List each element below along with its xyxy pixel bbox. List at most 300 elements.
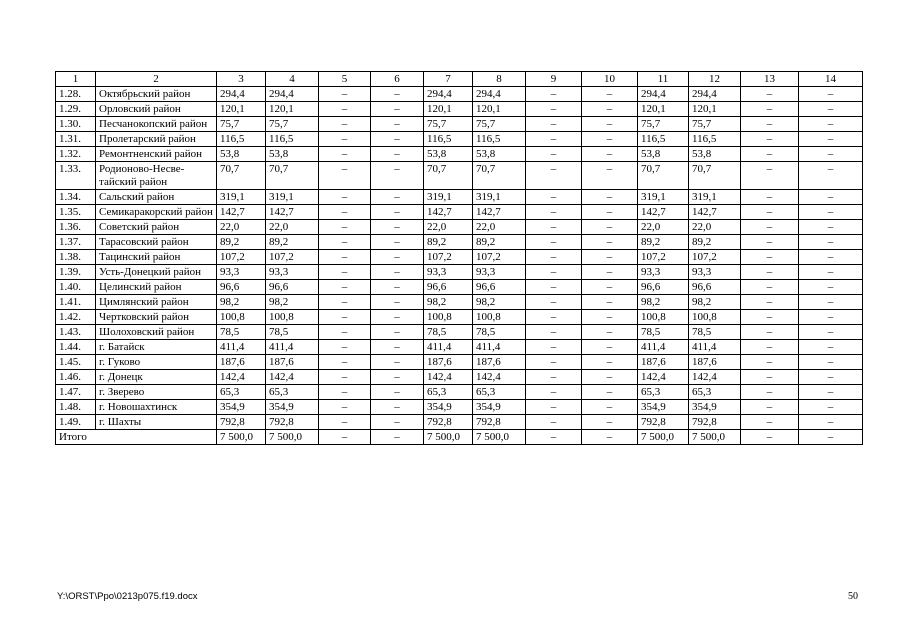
district-name-cell: г. Батайск xyxy=(96,340,217,355)
row-number-cell: 1.36. xyxy=(56,220,96,235)
value-cell: – xyxy=(526,87,582,102)
value-cell: 78,5 xyxy=(689,325,741,340)
value-cell: 75,7 xyxy=(217,117,266,132)
table-row xyxy=(56,102,863,117)
row-number-cell: 1.39. xyxy=(56,265,96,280)
value-cell: 100,8 xyxy=(266,310,319,325)
value-cell: – xyxy=(371,415,424,430)
value-cell: 65,3 xyxy=(638,385,689,400)
district-name-cell: г. Новошахтинск xyxy=(96,400,217,415)
value-cell: – xyxy=(526,415,582,430)
value-cell: – xyxy=(741,400,799,415)
value-cell: – xyxy=(799,235,863,250)
district-name-cell: Песчанокопский район xyxy=(96,117,217,132)
value-cell: – xyxy=(582,370,638,385)
value-cell: 22,0 xyxy=(473,220,526,235)
value-cell: – xyxy=(582,147,638,162)
value-cell: 100,8 xyxy=(217,310,266,325)
value-cell: 89,2 xyxy=(217,235,266,250)
value-cell: 98,2 xyxy=(217,295,266,310)
value-cell: – xyxy=(526,162,582,190)
district-name-cell: г. Донецк xyxy=(96,370,217,385)
value-cell: 411,4 xyxy=(689,340,741,355)
row-number-cell: 1.41. xyxy=(56,295,96,310)
table-row xyxy=(56,147,863,162)
value-cell: 319,1 xyxy=(217,190,266,205)
value-cell: – xyxy=(319,280,371,295)
value-cell: – xyxy=(741,87,799,102)
value-cell: – xyxy=(526,295,582,310)
value-cell: – xyxy=(582,325,638,340)
value-cell: – xyxy=(799,250,863,265)
value-cell: – xyxy=(741,147,799,162)
value-cell: 93,3 xyxy=(638,265,689,280)
value-cell: 53,8 xyxy=(473,147,526,162)
value-cell: – xyxy=(319,162,371,190)
value-cell: 354,9 xyxy=(638,400,689,415)
value-cell: 100,8 xyxy=(424,310,473,325)
value-cell: – xyxy=(799,190,863,205)
row-number-cell: 1.38. xyxy=(56,250,96,265)
value-cell: – xyxy=(582,102,638,117)
value-cell: – xyxy=(582,385,638,400)
district-name-cell: Семикаракорский район xyxy=(96,205,217,220)
value-cell: 142,4 xyxy=(638,370,689,385)
value-cell: – xyxy=(371,265,424,280)
value-cell: 792,8 xyxy=(424,415,473,430)
value-cell: – xyxy=(582,400,638,415)
value-cell: 120,1 xyxy=(638,102,689,117)
value-cell: – xyxy=(582,235,638,250)
table-body xyxy=(56,72,863,445)
value-cell: – xyxy=(319,117,371,132)
value-cell: 78,5 xyxy=(424,325,473,340)
value-cell: – xyxy=(741,132,799,147)
value-cell: – xyxy=(371,132,424,147)
value-cell: – xyxy=(319,325,371,340)
table-row xyxy=(56,250,863,265)
value-cell: 792,8 xyxy=(217,415,266,430)
value-cell: – xyxy=(319,87,371,102)
value-cell: – xyxy=(741,117,799,132)
value-cell: 65,3 xyxy=(473,385,526,400)
value-cell: 142,7 xyxy=(473,205,526,220)
table-row xyxy=(56,355,863,370)
value-cell: 22,0 xyxy=(424,220,473,235)
value-cell: – xyxy=(582,355,638,370)
total-value-cell: – xyxy=(799,430,863,445)
value-cell: 93,3 xyxy=(424,265,473,280)
value-cell: – xyxy=(371,385,424,400)
row-number-cell: 1.45. xyxy=(56,355,96,370)
table-row xyxy=(56,295,863,310)
table-row xyxy=(56,280,863,295)
column-number-cell: 6 xyxy=(371,72,424,87)
value-cell: 107,2 xyxy=(689,250,741,265)
value-cell: – xyxy=(319,385,371,400)
value-cell: – xyxy=(741,265,799,280)
value-cell: – xyxy=(526,117,582,132)
district-name-cell: Ремонтненский район xyxy=(96,147,217,162)
value-cell: 142,7 xyxy=(689,205,741,220)
value-cell: 187,6 xyxy=(424,355,473,370)
value-cell: 89,2 xyxy=(638,235,689,250)
value-cell: 96,6 xyxy=(473,280,526,295)
value-cell: 70,7 xyxy=(689,162,741,190)
value-cell: 354,9 xyxy=(689,400,741,415)
district-name-cell: Пролетарский район xyxy=(96,132,217,147)
total-row xyxy=(56,430,863,445)
table-row xyxy=(56,265,863,280)
value-cell: – xyxy=(319,400,371,415)
value-cell: 792,8 xyxy=(473,415,526,430)
table-row xyxy=(56,132,863,147)
table-row xyxy=(56,87,863,102)
page-number: 50 xyxy=(848,591,858,602)
value-cell: – xyxy=(371,205,424,220)
value-cell: – xyxy=(526,250,582,265)
value-cell: 116,5 xyxy=(424,132,473,147)
value-cell: – xyxy=(371,190,424,205)
row-number-cell: 1.29. xyxy=(56,102,96,117)
value-cell: – xyxy=(319,355,371,370)
value-cell: 354,9 xyxy=(424,400,473,415)
value-cell: – xyxy=(799,132,863,147)
value-cell: 116,5 xyxy=(638,132,689,147)
value-cell: 75,7 xyxy=(638,117,689,132)
value-cell: – xyxy=(526,310,582,325)
table-row xyxy=(56,235,863,250)
district-name-cell: г. Гуково xyxy=(96,355,217,370)
value-cell: 70,7 xyxy=(424,162,473,190)
value-cell: – xyxy=(582,117,638,132)
row-number-cell: 1.42. xyxy=(56,310,96,325)
value-cell: – xyxy=(799,102,863,117)
row-number-cell: 1.48. xyxy=(56,400,96,415)
value-cell: 319,1 xyxy=(424,190,473,205)
row-number-cell: 1.34. xyxy=(56,190,96,205)
value-cell: 319,1 xyxy=(473,190,526,205)
row-number-cell: 1.37. xyxy=(56,235,96,250)
value-cell: 75,7 xyxy=(266,117,319,132)
value-cell: – xyxy=(741,295,799,310)
value-cell: 100,8 xyxy=(638,310,689,325)
value-cell: 98,2 xyxy=(266,295,319,310)
value-cell: – xyxy=(582,205,638,220)
value-cell: 294,4 xyxy=(217,87,266,102)
value-cell: – xyxy=(741,250,799,265)
value-cell: – xyxy=(319,340,371,355)
value-cell: – xyxy=(741,355,799,370)
value-cell: – xyxy=(582,162,638,190)
value-cell: – xyxy=(582,280,638,295)
total-value-cell: – xyxy=(319,430,371,445)
value-cell: 120,1 xyxy=(217,102,266,117)
value-cell: – xyxy=(799,117,863,132)
row-number-cell: 1.28. xyxy=(56,87,96,102)
district-name-cell: Орловский район xyxy=(96,102,217,117)
value-cell: – xyxy=(371,87,424,102)
value-cell: 411,4 xyxy=(473,340,526,355)
value-cell: – xyxy=(741,205,799,220)
total-label-cell: Итого xyxy=(56,430,217,445)
value-cell: 53,8 xyxy=(689,147,741,162)
value-cell: 294,4 xyxy=(473,87,526,102)
value-cell: 294,4 xyxy=(689,87,741,102)
file-path: Y:\ORST\Ppo\0213p075.f19.docx xyxy=(57,591,198,602)
value-cell: 120,1 xyxy=(424,102,473,117)
value-cell: 93,3 xyxy=(689,265,741,280)
value-cell: – xyxy=(319,102,371,117)
value-cell: 792,8 xyxy=(689,415,741,430)
value-cell: – xyxy=(319,190,371,205)
value-cell: – xyxy=(319,235,371,250)
table-row xyxy=(56,325,863,340)
value-cell: – xyxy=(582,310,638,325)
value-cell: 142,4 xyxy=(217,370,266,385)
header-row xyxy=(56,72,863,87)
value-cell: – xyxy=(319,370,371,385)
value-cell: – xyxy=(526,220,582,235)
value-cell: 98,2 xyxy=(638,295,689,310)
value-cell: 142,4 xyxy=(266,370,319,385)
district-name-cell: Усть-Донецкий район xyxy=(96,265,217,280)
value-cell: 116,5 xyxy=(473,132,526,147)
value-cell: – xyxy=(371,280,424,295)
value-cell: – xyxy=(526,385,582,400)
table-row xyxy=(56,117,863,132)
value-cell: – xyxy=(799,162,863,190)
value-cell: 93,3 xyxy=(473,265,526,280)
value-cell: 411,4 xyxy=(217,340,266,355)
value-cell: 93,3 xyxy=(266,265,319,280)
value-cell: – xyxy=(799,385,863,400)
value-cell: 75,7 xyxy=(473,117,526,132)
value-cell: 142,4 xyxy=(473,370,526,385)
value-cell: 107,2 xyxy=(217,250,266,265)
value-cell: – xyxy=(582,132,638,147)
value-cell: 120,1 xyxy=(266,102,319,117)
value-cell: 65,3 xyxy=(266,385,319,400)
value-cell: 107,2 xyxy=(424,250,473,265)
value-cell: – xyxy=(799,400,863,415)
value-cell: – xyxy=(582,265,638,280)
value-cell: – xyxy=(526,235,582,250)
table-row xyxy=(56,415,863,430)
column-number-cell: 11 xyxy=(638,72,689,87)
value-cell: 96,6 xyxy=(638,280,689,295)
district-name-cell: г. Шахты xyxy=(96,415,217,430)
value-cell: 78,5 xyxy=(217,325,266,340)
total-value-cell: – xyxy=(526,430,582,445)
value-cell: 142,7 xyxy=(638,205,689,220)
value-cell: 96,6 xyxy=(424,280,473,295)
value-cell: – xyxy=(526,340,582,355)
value-cell: – xyxy=(371,325,424,340)
value-cell: 120,1 xyxy=(689,102,741,117)
value-cell: 89,2 xyxy=(424,235,473,250)
value-cell: 142,4 xyxy=(689,370,741,385)
value-cell: 107,2 xyxy=(638,250,689,265)
value-cell: 294,4 xyxy=(424,87,473,102)
value-cell: – xyxy=(526,400,582,415)
total-value-cell: 7 500,0 xyxy=(689,430,741,445)
value-cell: – xyxy=(741,280,799,295)
row-number-cell: 1.33. xyxy=(56,162,96,190)
value-cell: – xyxy=(319,310,371,325)
value-cell: – xyxy=(582,220,638,235)
value-cell: 96,6 xyxy=(689,280,741,295)
value-cell: – xyxy=(371,250,424,265)
value-cell: – xyxy=(371,162,424,190)
value-cell: 75,7 xyxy=(424,117,473,132)
value-cell: – xyxy=(371,102,424,117)
value-cell: 319,1 xyxy=(638,190,689,205)
value-cell: – xyxy=(741,310,799,325)
value-cell: 78,5 xyxy=(638,325,689,340)
district-name-cell: Сальский район xyxy=(96,190,217,205)
district-name-cell: Шолоховский район xyxy=(96,325,217,340)
value-cell: 792,8 xyxy=(266,415,319,430)
row-number-cell: 1.35. xyxy=(56,205,96,220)
value-cell: – xyxy=(319,220,371,235)
value-cell: 89,2 xyxy=(473,235,526,250)
column-number-cell: 14 xyxy=(799,72,863,87)
value-cell: 319,1 xyxy=(689,190,741,205)
value-cell: – xyxy=(319,132,371,147)
table-row xyxy=(56,400,863,415)
value-cell: – xyxy=(741,415,799,430)
total-value-cell: 7 500,0 xyxy=(266,430,319,445)
value-cell: 100,8 xyxy=(473,310,526,325)
value-cell: – xyxy=(799,87,863,102)
table-row xyxy=(56,340,863,355)
value-cell: – xyxy=(741,370,799,385)
value-cell: 319,1 xyxy=(266,190,319,205)
value-cell: – xyxy=(582,340,638,355)
row-number-cell: 1.46. xyxy=(56,370,96,385)
value-cell: 70,7 xyxy=(473,162,526,190)
row-number-cell: 1.44. xyxy=(56,340,96,355)
value-cell: – xyxy=(582,415,638,430)
table-row xyxy=(56,370,863,385)
total-value-cell: – xyxy=(741,430,799,445)
value-cell: 792,8 xyxy=(638,415,689,430)
district-name-cell: г. Зверево xyxy=(96,385,217,400)
value-cell: – xyxy=(582,190,638,205)
value-cell: 53,8 xyxy=(266,147,319,162)
value-cell: 116,5 xyxy=(217,132,266,147)
value-cell: – xyxy=(799,370,863,385)
value-cell: – xyxy=(799,295,863,310)
value-cell: 142,4 xyxy=(424,370,473,385)
row-number-cell: 1.47. xyxy=(56,385,96,400)
value-cell: – xyxy=(799,415,863,430)
table-row xyxy=(56,310,863,325)
total-value-cell: 7 500,0 xyxy=(217,430,266,445)
district-name-cell: Цимлянский район xyxy=(96,295,217,310)
row-number-cell: 1.43. xyxy=(56,325,96,340)
value-cell: 120,1 xyxy=(473,102,526,117)
data-table xyxy=(55,71,863,445)
total-value-cell: – xyxy=(371,430,424,445)
value-cell: 70,7 xyxy=(638,162,689,190)
value-cell: – xyxy=(582,87,638,102)
value-cell: – xyxy=(371,310,424,325)
value-cell: – xyxy=(371,295,424,310)
column-number-cell: 5 xyxy=(319,72,371,87)
value-cell: – xyxy=(526,190,582,205)
value-cell: 187,6 xyxy=(266,355,319,370)
value-cell: – xyxy=(319,415,371,430)
row-number-cell: 1.31. xyxy=(56,132,96,147)
value-cell: – xyxy=(741,102,799,117)
value-cell: 187,6 xyxy=(217,355,266,370)
value-cell: – xyxy=(526,355,582,370)
value-cell: 98,2 xyxy=(689,295,741,310)
value-cell: – xyxy=(582,250,638,265)
value-cell: – xyxy=(741,162,799,190)
value-cell: 107,2 xyxy=(473,250,526,265)
value-cell: – xyxy=(526,205,582,220)
district-name-cell: Тарасовский район xyxy=(96,235,217,250)
value-cell: – xyxy=(799,310,863,325)
value-cell: – xyxy=(526,370,582,385)
value-cell: 78,5 xyxy=(266,325,319,340)
value-cell: 187,6 xyxy=(638,355,689,370)
district-name-cell: Целинский район xyxy=(96,280,217,295)
value-cell: 75,7 xyxy=(689,117,741,132)
value-cell: 65,3 xyxy=(424,385,473,400)
row-number-cell: 1.49. xyxy=(56,415,96,430)
column-number-cell: 9 xyxy=(526,72,582,87)
value-cell: – xyxy=(371,117,424,132)
value-cell: 354,9 xyxy=(473,400,526,415)
column-number-cell: 7 xyxy=(424,72,473,87)
row-number-cell: 1.30. xyxy=(56,117,96,132)
value-cell: – xyxy=(741,340,799,355)
value-cell: – xyxy=(741,325,799,340)
value-cell: 89,2 xyxy=(689,235,741,250)
district-name-cell: Чертковский район xyxy=(96,310,217,325)
total-value-cell: 7 500,0 xyxy=(638,430,689,445)
value-cell: 294,4 xyxy=(638,87,689,102)
table-row xyxy=(56,385,863,400)
value-cell: 22,0 xyxy=(217,220,266,235)
value-cell: 294,4 xyxy=(266,87,319,102)
value-cell: – xyxy=(799,205,863,220)
row-number-cell: 1.32. xyxy=(56,147,96,162)
value-cell: – xyxy=(741,235,799,250)
value-cell: – xyxy=(371,220,424,235)
value-cell: 78,5 xyxy=(473,325,526,340)
value-cell: 107,2 xyxy=(266,250,319,265)
value-cell: – xyxy=(371,235,424,250)
value-cell: – xyxy=(799,340,863,355)
value-cell: 98,2 xyxy=(473,295,526,310)
value-cell: – xyxy=(741,190,799,205)
district-name-cell: Советский район xyxy=(96,220,217,235)
value-cell: – xyxy=(741,385,799,400)
value-cell: – xyxy=(526,325,582,340)
value-cell: 411,4 xyxy=(266,340,319,355)
value-cell: – xyxy=(799,220,863,235)
column-number-cell: 13 xyxy=(741,72,799,87)
value-cell: – xyxy=(371,355,424,370)
total-value-cell: 7 500,0 xyxy=(473,430,526,445)
value-cell: – xyxy=(799,147,863,162)
column-number-cell: 2 xyxy=(96,72,217,87)
